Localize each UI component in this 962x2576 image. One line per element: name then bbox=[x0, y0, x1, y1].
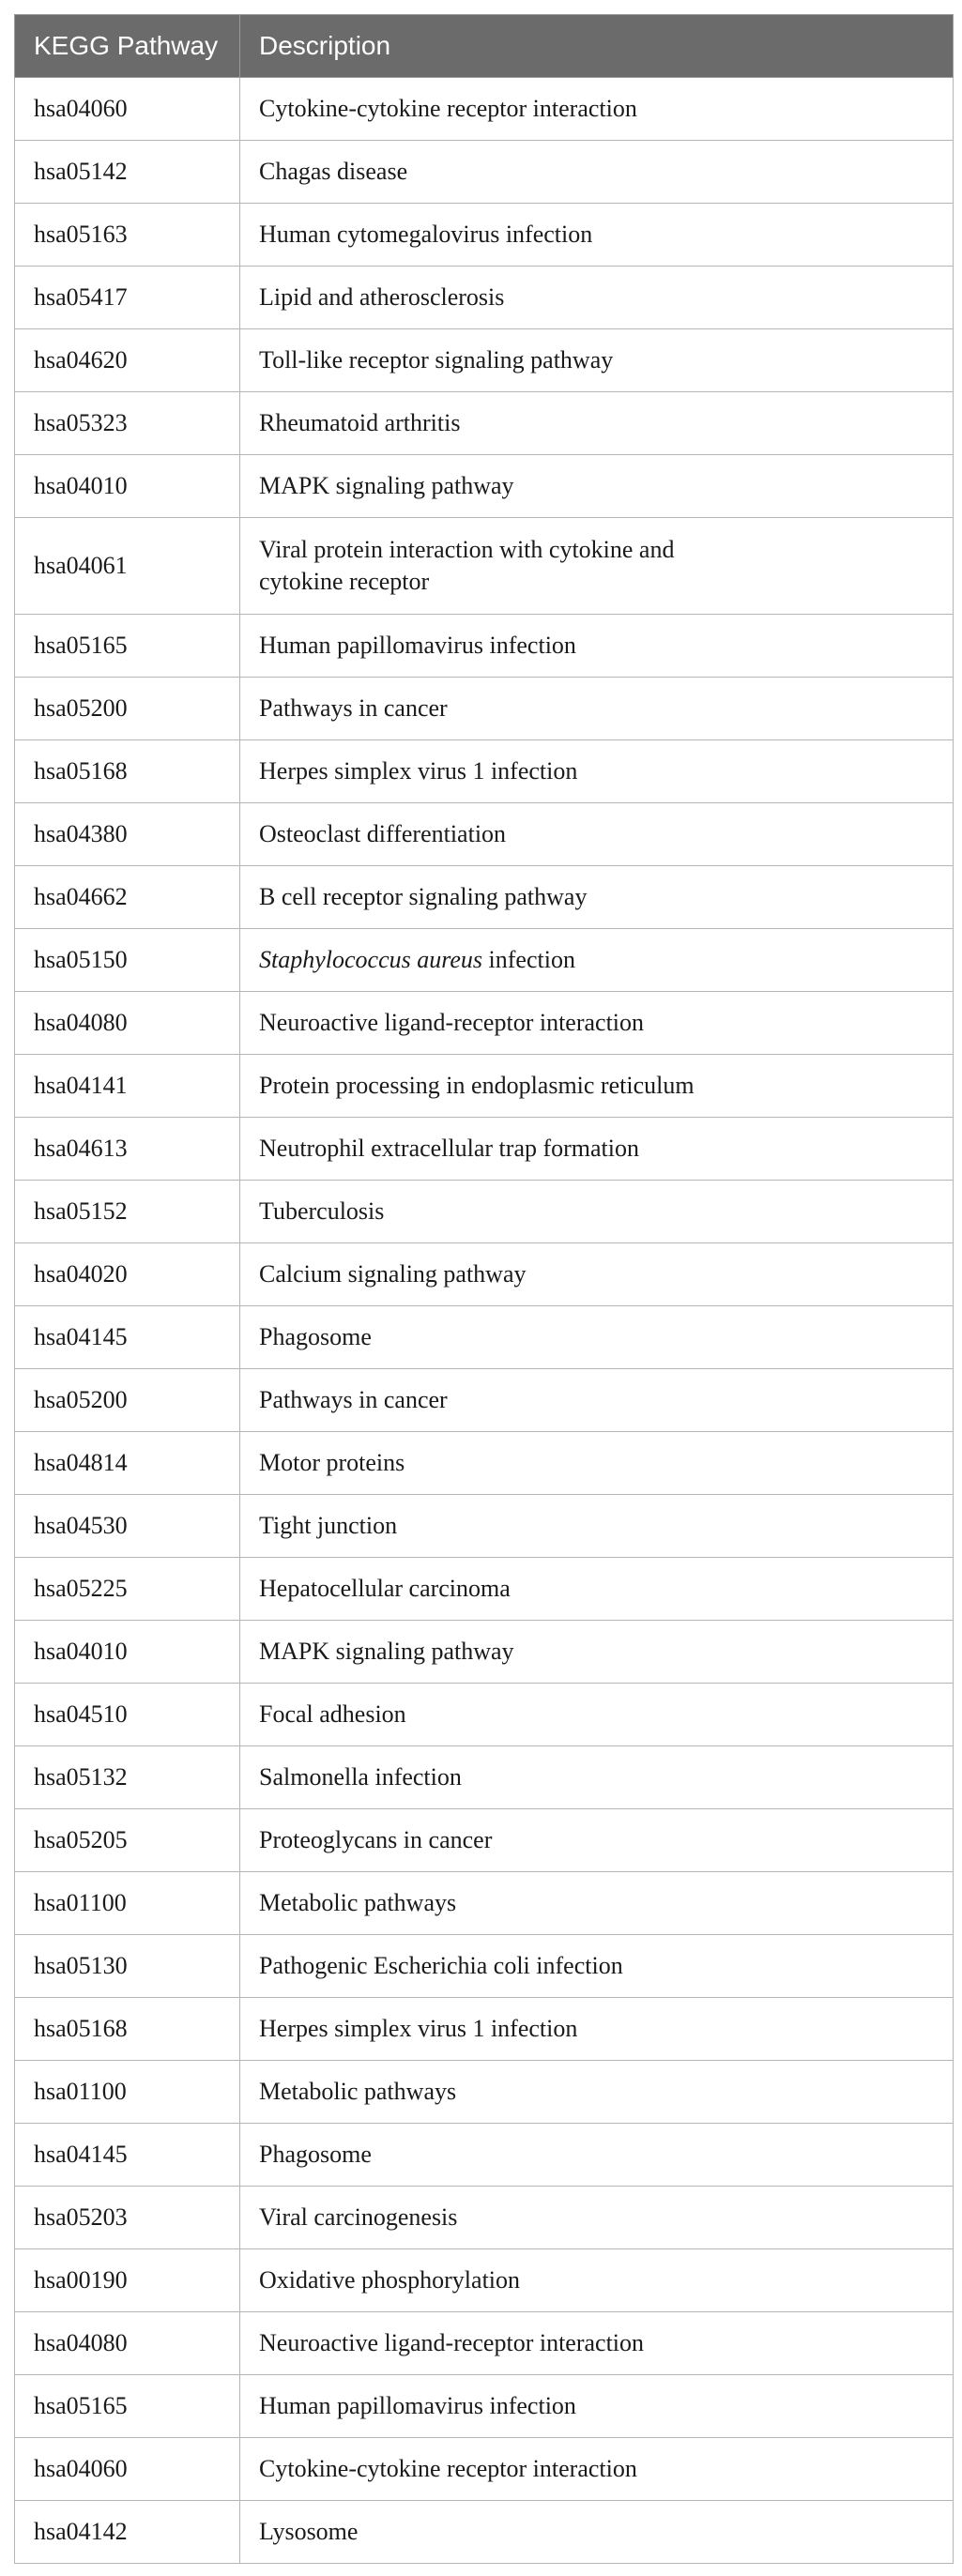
description-cell: Protein processing in endoplasmic reticulum bbox=[240, 1055, 954, 1118]
table-row bbox=[15, 267, 954, 329]
table-row bbox=[15, 329, 954, 392]
table-row bbox=[15, 2124, 954, 2187]
table-row bbox=[15, 1369, 954, 1432]
pathway-id-cell: hsa04530 bbox=[15, 1495, 240, 1558]
pathway-id-cell: hsa05200 bbox=[15, 1369, 240, 1432]
pathway-id-cell: hsa04080 bbox=[15, 2312, 240, 2375]
table-row bbox=[15, 615, 954, 678]
pathway-id-cell: hsa04380 bbox=[15, 803, 240, 866]
description-cell: Phagosome bbox=[240, 2124, 954, 2187]
description-cell: Lipid and atherosclerosis bbox=[240, 267, 954, 329]
description-cell: Lysosome bbox=[240, 2501, 954, 2564]
table-row bbox=[15, 678, 954, 740]
description-cell: Herpes simplex virus 1 infection bbox=[240, 1998, 954, 2061]
description-line-2: cytokine receptor bbox=[259, 568, 430, 595]
table-row bbox=[15, 1935, 954, 1998]
table-row bbox=[15, 803, 954, 866]
table-row bbox=[15, 392, 954, 455]
description-cell: Herpes simplex virus 1 infection bbox=[240, 740, 954, 803]
species-name: Staphylococcus aureus bbox=[259, 946, 483, 973]
description-cell: Pathogenic Escherichia coli infection bbox=[240, 1935, 954, 1998]
pathway-id-cell: hsa05152 bbox=[15, 1181, 240, 1243]
pathway-id-cell: hsa05132 bbox=[15, 1746, 240, 1809]
description-cell bbox=[240, 929, 954, 992]
table-header bbox=[15, 15, 954, 78]
description-cell bbox=[240, 518, 954, 615]
table-row bbox=[15, 2249, 954, 2312]
description-cell: Pathways in cancer bbox=[240, 1369, 954, 1432]
table-row bbox=[15, 2187, 954, 2249]
description-rest: infection bbox=[482, 946, 575, 973]
description-cell: Rheumatoid arthritis bbox=[240, 392, 954, 455]
kegg-pathway-table bbox=[14, 14, 954, 2564]
table-row bbox=[15, 1432, 954, 1495]
pathway-id-cell: hsa04080 bbox=[15, 992, 240, 1055]
table-row bbox=[15, 2375, 954, 2438]
table-row bbox=[15, 1998, 954, 2061]
pathway-id-cell: hsa05130 bbox=[15, 1935, 240, 1998]
kegg-pathway-table-container bbox=[14, 14, 953, 2564]
description-cell: Neuroactive ligand-receptor interaction bbox=[240, 2312, 954, 2375]
pathway-id-cell: hsa04061 bbox=[15, 518, 240, 615]
pathway-id-cell: hsa04141 bbox=[15, 1055, 240, 1118]
description-cell: Human papillomavirus infection bbox=[240, 615, 954, 678]
table-row bbox=[15, 740, 954, 803]
pathway-id-cell: hsa05163 bbox=[15, 204, 240, 267]
pathway-id-cell: hsa05203 bbox=[15, 2187, 240, 2249]
table-row bbox=[15, 2312, 954, 2375]
table-row bbox=[15, 518, 954, 615]
pathway-id-cell: hsa05150 bbox=[15, 929, 240, 992]
pathway-id-cell: hsa01100 bbox=[15, 1872, 240, 1935]
table-row bbox=[15, 866, 954, 929]
table-row bbox=[15, 1809, 954, 1872]
table-row bbox=[15, 1118, 954, 1181]
table-row bbox=[15, 1306, 954, 1369]
table-body bbox=[15, 78, 954, 2564]
pathway-id-cell: hsa04010 bbox=[15, 1621, 240, 1684]
pathway-id-cell: hsa05205 bbox=[15, 1809, 240, 1872]
description-cell: Hepatocellular carcinoma bbox=[240, 1558, 954, 1621]
description-cell: Neuroactive ligand-receptor interaction bbox=[240, 992, 954, 1055]
header-kegg-pathway: KEGG Pathway bbox=[15, 15, 240, 78]
table-row bbox=[15, 141, 954, 204]
pathway-id-cell: hsa04662 bbox=[15, 866, 240, 929]
table-row bbox=[15, 1243, 954, 1306]
description-cell: Human cytomegalovirus infection bbox=[240, 204, 954, 267]
description-cell: Tight junction bbox=[240, 1495, 954, 1558]
description-cell: Proteoglycans in cancer bbox=[240, 1809, 954, 1872]
table-row bbox=[15, 2501, 954, 2564]
pathway-id-cell: hsa04145 bbox=[15, 1306, 240, 1369]
pathway-id-cell: hsa04620 bbox=[15, 329, 240, 392]
pathway-id-cell: hsa04145 bbox=[15, 2124, 240, 2187]
table-row bbox=[15, 929, 954, 992]
pathway-id-cell: hsa05165 bbox=[15, 2375, 240, 2438]
description-cell: Viral carcinogenesis bbox=[240, 2187, 954, 2249]
table-row bbox=[15, 1055, 954, 1118]
pathway-id-cell: hsa05225 bbox=[15, 1558, 240, 1621]
description-cell: Human papillomavirus infection bbox=[240, 2375, 954, 2438]
table-row bbox=[15, 1684, 954, 1746]
table-row bbox=[15, 1181, 954, 1243]
pathway-id-cell: hsa05165 bbox=[15, 615, 240, 678]
description-cell: Salmonella infection bbox=[240, 1746, 954, 1809]
table-row bbox=[15, 1621, 954, 1684]
description-line-1: Viral protein interaction with cytokine and bbox=[259, 536, 675, 563]
table-row bbox=[15, 1558, 954, 1621]
pathway-id-cell: hsa04814 bbox=[15, 1432, 240, 1495]
description-cell: Metabolic pathways bbox=[240, 1872, 954, 1935]
description-cell: Pathways in cancer bbox=[240, 678, 954, 740]
pathway-id-cell: hsa00190 bbox=[15, 2249, 240, 2312]
pathway-id-cell: hsa04020 bbox=[15, 1243, 240, 1306]
pathway-id-cell: hsa04510 bbox=[15, 1684, 240, 1746]
pathway-id-cell: hsa01100 bbox=[15, 2061, 240, 2124]
pathway-id-cell: hsa05142 bbox=[15, 141, 240, 204]
table-row bbox=[15, 2061, 954, 2124]
description-cell: Phagosome bbox=[240, 1306, 954, 1369]
pathway-id-cell: hsa04613 bbox=[15, 1118, 240, 1181]
pathway-id-cell: hsa05168 bbox=[15, 1998, 240, 2061]
pathway-id-cell: hsa05417 bbox=[15, 267, 240, 329]
description-cell: Toll-like receptor signaling pathway bbox=[240, 329, 954, 392]
description-cell: Neutrophil extracellular trap formation bbox=[240, 1118, 954, 1181]
table-row bbox=[15, 1872, 954, 1935]
description-cell: Motor proteins bbox=[240, 1432, 954, 1495]
pathway-id-cell: hsa04142 bbox=[15, 2501, 240, 2564]
description-cell: MAPK signaling pathway bbox=[240, 1621, 954, 1684]
pathway-id-cell: hsa04010 bbox=[15, 455, 240, 518]
table-row bbox=[15, 455, 954, 518]
description-cell: B cell receptor signaling pathway bbox=[240, 866, 954, 929]
table-row bbox=[15, 204, 954, 267]
description-cell: Cytokine-cytokine receptor interaction bbox=[240, 78, 954, 141]
description-cell: Cytokine-cytokine receptor interaction bbox=[240, 2438, 954, 2501]
description-cell: Tuberculosis bbox=[240, 1181, 954, 1243]
description-cell: Osteoclast differentiation bbox=[240, 803, 954, 866]
pathway-id-cell: hsa05200 bbox=[15, 678, 240, 740]
table-row bbox=[15, 992, 954, 1055]
pathway-id-cell: hsa05168 bbox=[15, 740, 240, 803]
table-row bbox=[15, 78, 954, 141]
description-cell: Chagas disease bbox=[240, 141, 954, 204]
description-cell: Calcium signaling pathway bbox=[240, 1243, 954, 1306]
table-row bbox=[15, 1746, 954, 1809]
description-cell: MAPK signaling pathway bbox=[240, 455, 954, 518]
table-row bbox=[15, 2438, 954, 2501]
header-description: Description bbox=[240, 15, 954, 78]
pathway-id-cell: hsa04060 bbox=[15, 78, 240, 141]
description-cell: Metabolic pathways bbox=[240, 2061, 954, 2124]
description-cell: Oxidative phosphorylation bbox=[240, 2249, 954, 2312]
pathway-id-cell: hsa04060 bbox=[15, 2438, 240, 2501]
header-row bbox=[15, 15, 954, 78]
pathway-id-cell: hsa05323 bbox=[15, 392, 240, 455]
description-cell: Focal adhesion bbox=[240, 1684, 954, 1746]
table-row bbox=[15, 1495, 954, 1558]
